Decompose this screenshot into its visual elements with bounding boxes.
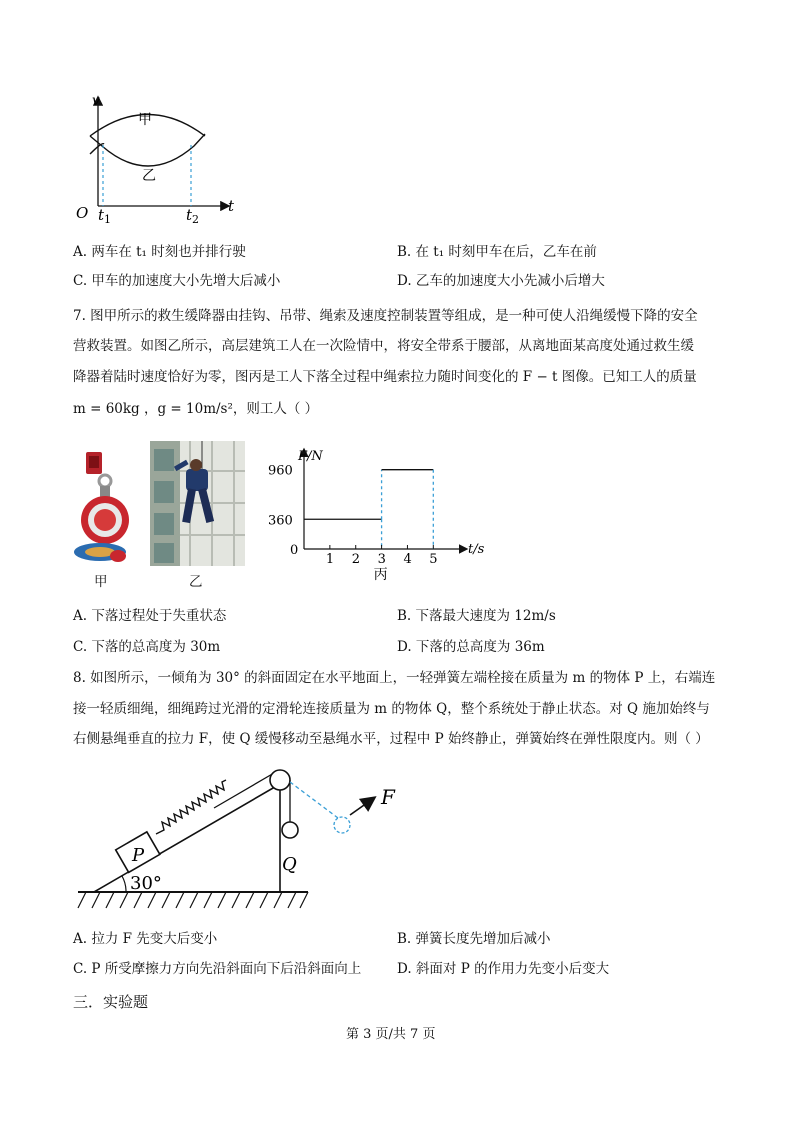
- q6-option-c: C. 甲车的加速度大小先增大后减小: [73, 273, 281, 289]
- label-jia: 甲: [138, 112, 152, 128]
- label-f: F: [381, 785, 395, 809]
- caption-yi: 乙: [189, 574, 203, 590]
- q7-option-c: C. 下落的总高度为 30m: [73, 639, 221, 655]
- x-tick-label: 5: [429, 552, 438, 567]
- page-footer: 第 3 页/共 7 页: [346, 1027, 436, 1042]
- q7-line-1: 7. 图甲所示的救生缓降器由挂钩、吊带、绳索及速度控制装置等组成，是一种可使人沿绳缓慢下降的安全: [73, 308, 698, 324]
- y-tick-label: 960: [268, 463, 293, 479]
- y-tick-label: 360: [268, 513, 293, 529]
- force-f-arrow: [350, 798, 374, 815]
- t-label: t: [228, 197, 235, 215]
- x-tick-label: 3: [377, 552, 386, 567]
- t1-label: $t_1$: [98, 206, 112, 226]
- q6-option-d: D. 乙车的加速度大小先减小后增大: [397, 273, 605, 289]
- q7-option-a: A. 下落过程处于失重状态: [73, 608, 227, 624]
- label-yi: 乙: [142, 168, 156, 184]
- curve-yi: [90, 134, 205, 166]
- q8-option-a: A. 拉力 F 先变大后变小: [73, 931, 218, 947]
- q8-option-c: C. P 所受摩擦力方向先沿斜面向下后沿斜面向上: [73, 961, 362, 977]
- incline-spring-pulley-figure: [76, 760, 416, 916]
- q7-line-3: 降器着陆时速度恰好为零，图丙是工人下落全过程中绳索拉力随时间变化的 F − t 图像。已知工人的质量: [73, 369, 697, 385]
- incline-surface: [94, 784, 280, 892]
- vt-graph: [70, 88, 250, 226]
- label-p: P: [132, 845, 145, 866]
- q6-option-b: B. 在 t₁ 时刻甲车在后，乙车在前: [397, 244, 597, 260]
- x-tick-label: 4: [403, 552, 412, 567]
- q8-line-3: 右侧悬绳垂直的拉力 F，使 Q 缓慢移动至悬绳水平，过程中 P 始终静止，弹簧始终在弹性限度内。则（ ）: [73, 731, 709, 747]
- f-t-chart: [262, 444, 485, 592]
- mass-q-dashed: [334, 817, 350, 833]
- x-tick-label: 2: [351, 552, 361, 567]
- y-axis-label: F/N: [298, 449, 323, 464]
- t2-label: $t_2$: [186, 206, 200, 226]
- pulley: [270, 770, 290, 790]
- x-axis-label: t/s: [468, 542, 485, 557]
- q7-line-4: m = 60kg ，g = 10m/s²，则工人（ ）: [73, 401, 319, 417]
- q8-option-b: B. 弹簧长度先增加后减小: [397, 931, 551, 947]
- section-title: 三．实验题: [73, 993, 149, 1011]
- x-tick-label: 1: [325, 552, 335, 567]
- origin-label: O: [76, 204, 89, 222]
- v-label: v: [92, 93, 100, 109]
- label-angle: 30°: [130, 873, 162, 894]
- worker-descending-photo: [150, 441, 245, 566]
- q7-line-2: 营救装置。如图乙所示，高层建筑工人在一次险情中，将安全带系于腰部，从离地面某高度处通过救生缓: [73, 338, 694, 354]
- caption-bing: 丙: [373, 567, 388, 583]
- caption-jia: 甲: [94, 574, 108, 590]
- q7-option-b: B. 下落最大速度为 12m/s: [397, 608, 556, 624]
- label-q: Q: [282, 854, 297, 875]
- q8-option-d: D. 斜面对 P 的作用力先变小后变大: [397, 961, 610, 977]
- q6-option-a: A. 两车在 t₁ 时刻也并排行驶: [73, 244, 246, 260]
- q7-option-d: D. 下落的总高度为 36m: [397, 639, 545, 655]
- descender-device-image: [70, 448, 135, 570]
- q8-line-1: 8. 如图所示，一倾角为 30° 的斜面固定在水平地面上，一轻弹簧左端栓接在质量为 m 的物体 P 上，右端连: [73, 670, 716, 686]
- q8-line-2: 接一轻质细绳，细绳跨过光滑的定滑轮连接质量为 m 的物体 Q，整个系统处于静止状态。对 Q 施加始终与: [73, 701, 710, 717]
- mass-q: [282, 822, 298, 838]
- origin-label: 0: [290, 543, 299, 558]
